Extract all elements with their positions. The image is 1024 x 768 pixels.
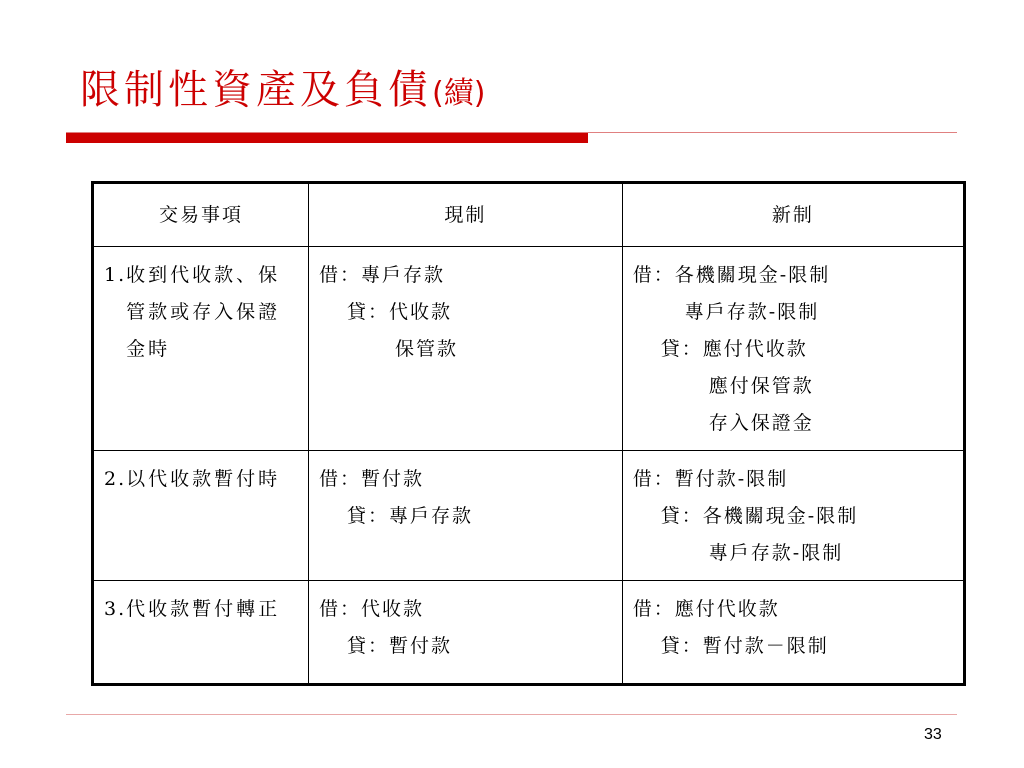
entry-line: 貸：專戶存款 [346, 505, 473, 527]
entry-line: 應付保管款 [708, 375, 814, 397]
title-main: 限制性資產及負債 [80, 67, 432, 113]
row-number: 3. [104, 598, 127, 620]
entry-line: 借：代收款 [318, 598, 424, 620]
table-header-row [93, 183, 965, 247]
row-2-new [622, 451, 964, 581]
row-3-item [93, 581, 309, 685]
entry-line: 貸：暫付款 [346, 635, 452, 657]
entry-line: 專戶存款-限制 [684, 301, 820, 323]
row-3-current [308, 581, 622, 685]
table-row [93, 451, 965, 581]
row-2-item [93, 451, 309, 581]
footer-rule [66, 714, 957, 715]
table-row [93, 247, 965, 451]
slide-title [80, 66, 485, 118]
page-number: 33 [924, 726, 942, 743]
row-item-text: 收到代收款、保管款或存入保證金時 [126, 264, 281, 360]
entry-line: 貸：應付代收款 [660, 338, 808, 360]
row-number: 1. [104, 264, 127, 286]
entry-line: 貸：代收款 [346, 301, 452, 323]
entry-line: 貸：暫付款－限制 [660, 635, 829, 657]
entry-line: 借：應付代收款 [632, 598, 780, 620]
table-row [93, 581, 965, 685]
entry-line: 借：暫付款 [318, 468, 424, 490]
row-1-new [622, 247, 964, 451]
header-current-system: 現制 [308, 183, 622, 247]
row-1-item [93, 247, 309, 451]
row-item-text: 代收款暫付轉正 [126, 598, 281, 620]
header-transaction: 交易事項 [93, 183, 309, 247]
entry-line: 借：專戶存款 [318, 264, 445, 286]
row-1-current [308, 247, 622, 451]
accounting-table [91, 181, 966, 686]
header-new-system: 新制 [622, 183, 964, 247]
title-suffix: (續) [432, 76, 486, 111]
row-number: 2. [104, 468, 127, 490]
row-3-new [622, 581, 964, 685]
entry-line: 存入保證金 [708, 412, 814, 434]
title-underline-thick [66, 133, 588, 143]
row-2-current [308, 451, 622, 581]
entry-line: 貸：各機關現金-限制 [660, 505, 859, 527]
row-item-text: 以代收款暫付時 [126, 468, 281, 490]
entry-line: 保管款 [394, 338, 458, 360]
entry-line: 借：暫付款-限制 [632, 468, 789, 490]
entry-line: 專戶存款-限制 [708, 542, 844, 564]
entry-line: 借：各機關現金-限制 [632, 264, 831, 286]
